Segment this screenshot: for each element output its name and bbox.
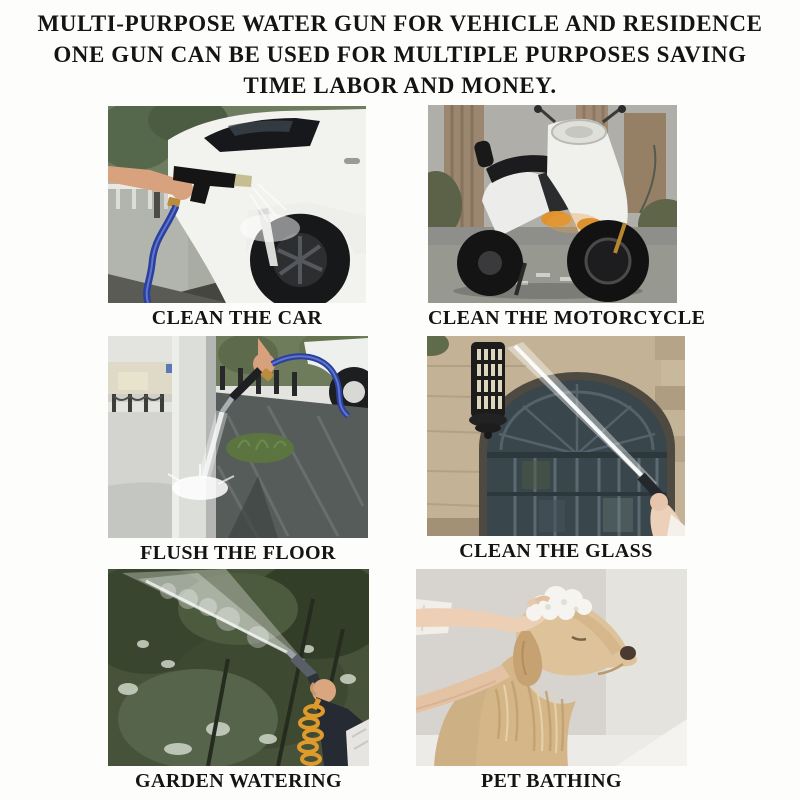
- photo-flush-the-floor: [108, 336, 368, 538]
- caption-clean-the-car: CLEAN THE CAR: [151, 307, 323, 329]
- caption-clean-the-glass: CLEAN THE GLASS: [459, 540, 653, 562]
- usage-card-flush-the-floor: [108, 336, 368, 565]
- caption-flush-the-floor: FLUSH THE FLOOR: [140, 542, 336, 564]
- header-line-2: ONE GUN CAN BE USED FOR MULTIPLE PURPOSES SAVING: [53, 42, 747, 67]
- header: [0, 8, 800, 101]
- header-line-1: MULTI-PURPOSE WATER GUN FOR VEHICLE AND RESIDENCE: [37, 11, 763, 36]
- photo-clean-the-car: [108, 106, 366, 303]
- caption-garden-watering: GARDEN WATERING: [135, 770, 342, 792]
- caption-pet-bathing: PET BATHING: [481, 770, 622, 792]
- usage-card-clean-the-car: [108, 106, 366, 330]
- usage-card-clean-the-glass: [427, 336, 685, 563]
- photo-clean-the-motorcycle: [428, 105, 677, 303]
- usage-card-garden-watering: [108, 569, 369, 793]
- caption-clean-the-motorcycle: CLEAN THE MOTORCYCLE: [428, 307, 706, 329]
- usage-card-clean-the-motorcycle: [428, 105, 706, 330]
- usage-card-pet-bathing: [416, 569, 687, 793]
- header-line-3: TIME LABOR AND MONEY.: [243, 73, 557, 98]
- photo-pet-bathing: [416, 569, 687, 766]
- photo-garden-watering: [108, 569, 369, 766]
- photo-clean-the-glass: [427, 336, 685, 536]
